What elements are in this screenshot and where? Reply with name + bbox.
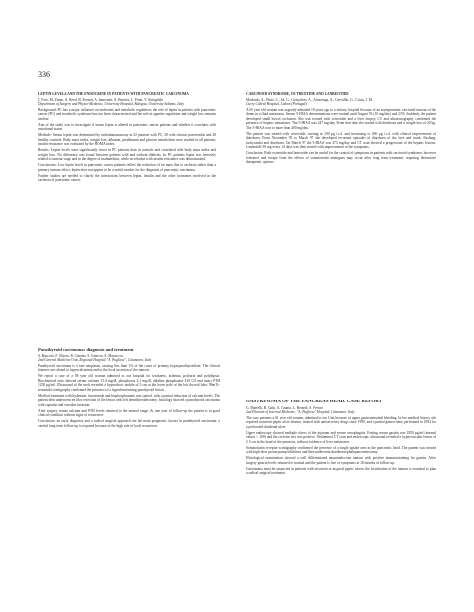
abstract-paragraph: Further studies are needed to clarify the interactions between leptin, insulin and the other hormones involved in the cachexia of pancreatic cancer. — [38, 173, 216, 182]
page-number: 336 — [38, 70, 50, 79]
abstract-authors: S. Rusconi, F. Ghiera, R. Cimino, S. Ginevra, S. Mazzocca — [38, 353, 123, 358]
abstract-paragraph: Methods: Serum leptin was determined by radioimmunoassay in 52 patients with PC, 30 with chronic pancreatitis and 28 healthy controls. Body mass index, weight loss, albumin, prealbumin and glucose metabolism were studied in all patients; insulin resistance was evaluated by the HOMA index. — [38, 133, 216, 146]
abstract-title: LEPTIN LEVELS AND THE ENDOCRINE IN PATIENTS WITH PANCREATIC CARCINOMA — [38, 92, 189, 96]
abstract-affiliation: Curry Cabral Hospital, Lisbon (Portugal) — [246, 102, 307, 106]
abstract-paragraph: After surgery serum calcium and PTH levels returned to the normal range. At one year of follow-up the patient is in good clinical condition without signs of recurrence. — [38, 408, 220, 417]
abstract-paragraph: Gastrinoma must be suspected in patients with recurrent or atypical peptic ulcers; the localisation of the tumour is essential to plan a radical surgical treatment. — [246, 466, 436, 475]
abstract-parathyroid-carcinoma — [38, 348, 220, 560]
abstract-title: CARCINOID SYNDROME, OCTREOTIDE AND LANREOTIDE — [246, 92, 349, 96]
abstract-paragraph: Parathyroid carcinoma is a rare neoplasm, causing less than 1% of the cases of primary hyperparathyroidism. The clinical features are related to hypercalcaemia and to the local invasion of the tumour. — [38, 363, 220, 372]
abstract-gastrinoma-pancreas — [246, 400, 436, 580]
abstract-carcinoid-syndrome — [246, 92, 436, 244]
abstract-leptin-pancreatic-carcinoma — [38, 92, 216, 300]
abstract-paragraph: Results: Leptin levels were significantly lower in PC patients than in controls and correlated with body mass index and weight loss. No difference was found between patients with and without diabetes. In PC patients leptin was inversely related to tumour stage and to the degree of malnutrition, while no relation with insulin resistance was demonstrated. — [38, 148, 216, 161]
abstract-paragraph: Aim of the study was to investigate if serum leptin is altered in pancreatic cancer patients and whether it correlates with nutritional status. — [38, 122, 216, 131]
abstract-paragraph: Conclusion: an early diagnosis and a radical surgical approach are the main prognostic factors in parathyroid carcinoma; a careful long-term follow-up is required because of the high rate of local recurrence. — [38, 419, 220, 428]
abstract-affiliation: 2nd General Medicine Unit, Regional Hospital "A. Pugliese", Catanzaro, Italy — [38, 358, 152, 362]
abstract-paragraph: The patient was treated with octreotide, starting at 100 µg t.i.d. and increasing to 500 µg t.i.d. with clinical improvement of diarrhoea. From November 95 to March 97 she developed recurrent episodes of diarrhoea of the face and trunk, flushing, tachycardia and diarrhoea. On March 97 the 5-HIAA was 373 mg/day and CT scan showed a progression of the hepatic lesions. Lanreotide 30 mg every 14 days was then started with improvement of the symptoms. — [246, 131, 436, 149]
abstract-paragraph: Background: PC has a major influence on endocrine and metabolic regulation; the role of leptin in patients with pancreatic cancer (PC) and metabolic syndrome has not been characterised and the role in appetite regulation and weight loss remains unclear. — [38, 107, 216, 121]
abstract-affiliation: 2nd Division of Internal Medicine, "A. Pugliese" Hospital, Catanzaro, Italy — [246, 410, 355, 414]
abstract-affiliation: Department of Surgery and Physio-Medicine, University Hospital, Bologna, University Sabinas, Italy — [38, 102, 184, 106]
abstract-authors: Machado, A., Pinto, C., Sá, G., Gonçalves, A., Alvarenga, A., Carvalho, G., Costa, J. M. — [246, 97, 373, 102]
abstract-paragraph: We report a case of a 58 year old woman admitted to our hospital for weakness, asthenia, polyuria and polydipsia. Biochemical tests showed serum calcium 15.4 mg/dl, phosphorus 2.1 mg/dl, alkaline phosphatase 410 U/l and intact PTH 1250 pg/ml. Ultrasound of the neck revealed a hypoechoic nodule of 3 cm at the lower pole of the left thyroid lobe; 99mTc-sestamibi scintigraphy confirmed the presence of a hyperfunctioning parathyroid lesion. — [38, 374, 220, 392]
abstract-authors: G. Martelli, R. Gatti, A. Giunta, L. Berardi, S. Ferrari — [246, 405, 323, 410]
abstract-paragraph: A 65 year old woman was urgently admitted 18 years ago to a tertiary hospital because of an asymptomatic carcinoid tumour of the ileum in a fluid metastasis. Serum 5-HIAA determinations were normal until August 93 (10 mg/day) and 2/93. Suddenly the patient developed small bowel occlusion. She was treated with octreotide and a liver biopsy, CT and ultrasonography confirmed the presence of hepatic metastases. The 5-HIAA was 247 mg/day. From that time she started with diarrhoea and a weight loss of 20 kg. The 5-HIAA rose to more than 400 mg/day. — [246, 107, 436, 130]
abstract-paragraph: Upper endoscopy showed multiple ulcers of the jejunum and severe oesophagitis. Fasting serum gastrin was 1850 pg/ml (normal values < 100) and the secretin test was positive. Abdominal CT scan and endoscopic ultrasound revealed a hypervascular lesion of 2.5 cm in the head of the pancreas, without evidence of liver metastases. — [246, 430, 436, 444]
abstract-paragraph: Conclusion: Both octreotide and lanreotide can be useful for the control of symptoms in patients with carcinoid syndrome; however tolerance and escape from the effects of somatostatin analogues may occur after long term treatment, requiring alternative therapeutic options. — [246, 151, 436, 164]
abstract-title: GASTRINOMA OF THE PANCREAS HEAD. CASE REPORT — [246, 400, 382, 404]
abstract-paragraph: The case presents a 61 year old woman, admitted to our Unit because of upper gastrointestinal bleeding. In her medical history she reported recurrent peptic ulcer disease, treated with antisecretory drugs since 1990, and a partial gastrectomy performed in 1994 for a perforated duodenal ulcer. — [246, 415, 436, 429]
abstract-paragraph: Histological examination showed a well differentiated neuroendocrine tumour with positive immunostaining for gastrin. After surgery gastrin levels returned to normal and the patient is free of symptoms at 18 months of follow-up. — [246, 456, 436, 465]
abstract-paragraph: Conclusions: Low leptin levels in pancreatic cancer patients reflect the reduction of fat mass due to cachexia rather than a primary tumour effect; leptin does not appear to be a useful marker for the diagnosis of pancreatic carcinoma. — [38, 163, 216, 172]
abstract-title: Parathyroid carcinoma: diagnosis and treatment — [38, 348, 134, 352]
abstract-paragraph: Medical treatment with hydration, furosemide and bisphosphonates was started, with a partial reduction of calcium levels. The patient then underwent en bloc resection of the lesion with left hemithyroidectomy; histology showed a parathyroid carcinoma with capsular and vascular invasion. — [38, 393, 220, 407]
abstract-paragraph: Somatostatin receptor scintigraphy confirmed the presence of a single uptake area in the pancreatic head. The patient was treated with high dose proton pump inhibitors and then underwent duodenocephalopancreatectomy. — [246, 445, 436, 454]
abstract-authors: J. Fore, M. Zinno, A. Reed, B. Kermit, A. Innocenti, A. Benitez, L. Fenti, V. Siringelda — [38, 97, 163, 102]
